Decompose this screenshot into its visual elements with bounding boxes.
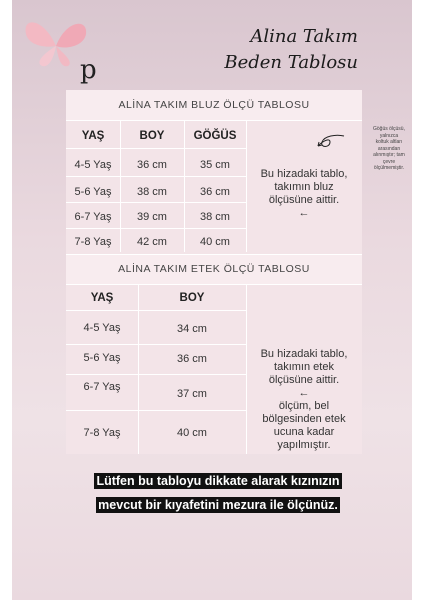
blouse-table-heading: ALİNA TAKIM BLUZ ÖLÇÜ TABLOSU	[66, 90, 362, 120]
blouse-row-2-age: 5-6 Yaş	[74, 186, 112, 198]
blouse-header-chest: GÖĞÜS	[193, 130, 237, 142]
blouse-row-2-height: 38 cm	[137, 186, 167, 198]
arrow-left-icon: ←	[298, 207, 310, 219]
skirt-table-heading: ALİNA TAKIM ETEK ÖLÇÜ TABLOSU	[66, 254, 362, 284]
blouse-row-3-age: 6-7 Yaş	[74, 211, 112, 223]
skirt-row-4-age: 7-8 Yaş	[83, 427, 121, 439]
skirt-header-height: BOY	[179, 292, 205, 304]
blouse-table-note: Bu hizadaki tablo, takımın bluz ölçüsüne aittir. ←	[246, 168, 362, 220]
measurement-instruction	[70, 471, 366, 515]
skirt-row-3-age: 6-7 Yaş	[83, 381, 121, 393]
title-line-2: Beden Tablosu	[224, 52, 358, 73]
blouse-header-age: YAŞ	[81, 130, 105, 142]
skirt-header-age: YAŞ	[90, 292, 114, 304]
skirt-row-2-height: 36 cm	[177, 353, 207, 365]
skirt-row-4-height: 40 cm	[177, 427, 207, 439]
blouse-row-4-age: 7-8 Yaş	[74, 236, 112, 248]
skirt-row-3-height: 37 cm	[177, 388, 207, 400]
blouse-header-height: BOY	[139, 130, 165, 142]
blouse-row-4-height: 42 cm	[137, 236, 167, 248]
blouse-row-1-age: 4-5 Yaş	[74, 159, 112, 171]
blouse-row-2-chest: 36 cm	[200, 186, 230, 198]
skirt-row-1-height: 34 cm	[177, 323, 207, 335]
arrow-left-icon: ←	[298, 387, 310, 399]
blouse-row-1-chest: 35 cm	[200, 159, 230, 171]
skirt-row-2-age: 5-6 Yaş	[83, 352, 121, 364]
page-title	[224, 24, 358, 76]
blouse-row-3-height: 39 cm	[137, 211, 167, 223]
chest-measurement-note: Göğüs ölçüsü, yalnızca koltuk altları arasından alınmıştır; tam çevre ölçülmemiştir.	[373, 126, 405, 171]
curved-arrow-icon	[316, 132, 346, 152]
blouse-row-3-chest: 38 cm	[200, 211, 230, 223]
brand-logo: p	[80, 55, 97, 85]
blouse-row-1-height: 36 cm	[137, 159, 167, 171]
instruction-line-1: Lütfen bu tabloyu dikkate alarak kızınızın	[96, 474, 340, 488]
title-line-1: Alina Takım	[250, 26, 358, 47]
skirt-table-note: Bu hizadaki tablo, takımın etek ölçüsüne aittir. ← ölçüm, bel bölgesinden etek ucuna kadar yapılmıştır.	[246, 348, 362, 452]
blouse-row-4-chest: 40 cm	[200, 236, 230, 248]
instruction-line-2: mevcut bir kıyafetini mezura ile ölçünüz.	[98, 498, 338, 512]
skirt-row-1-age: 4-5 Yaş	[83, 322, 121, 334]
